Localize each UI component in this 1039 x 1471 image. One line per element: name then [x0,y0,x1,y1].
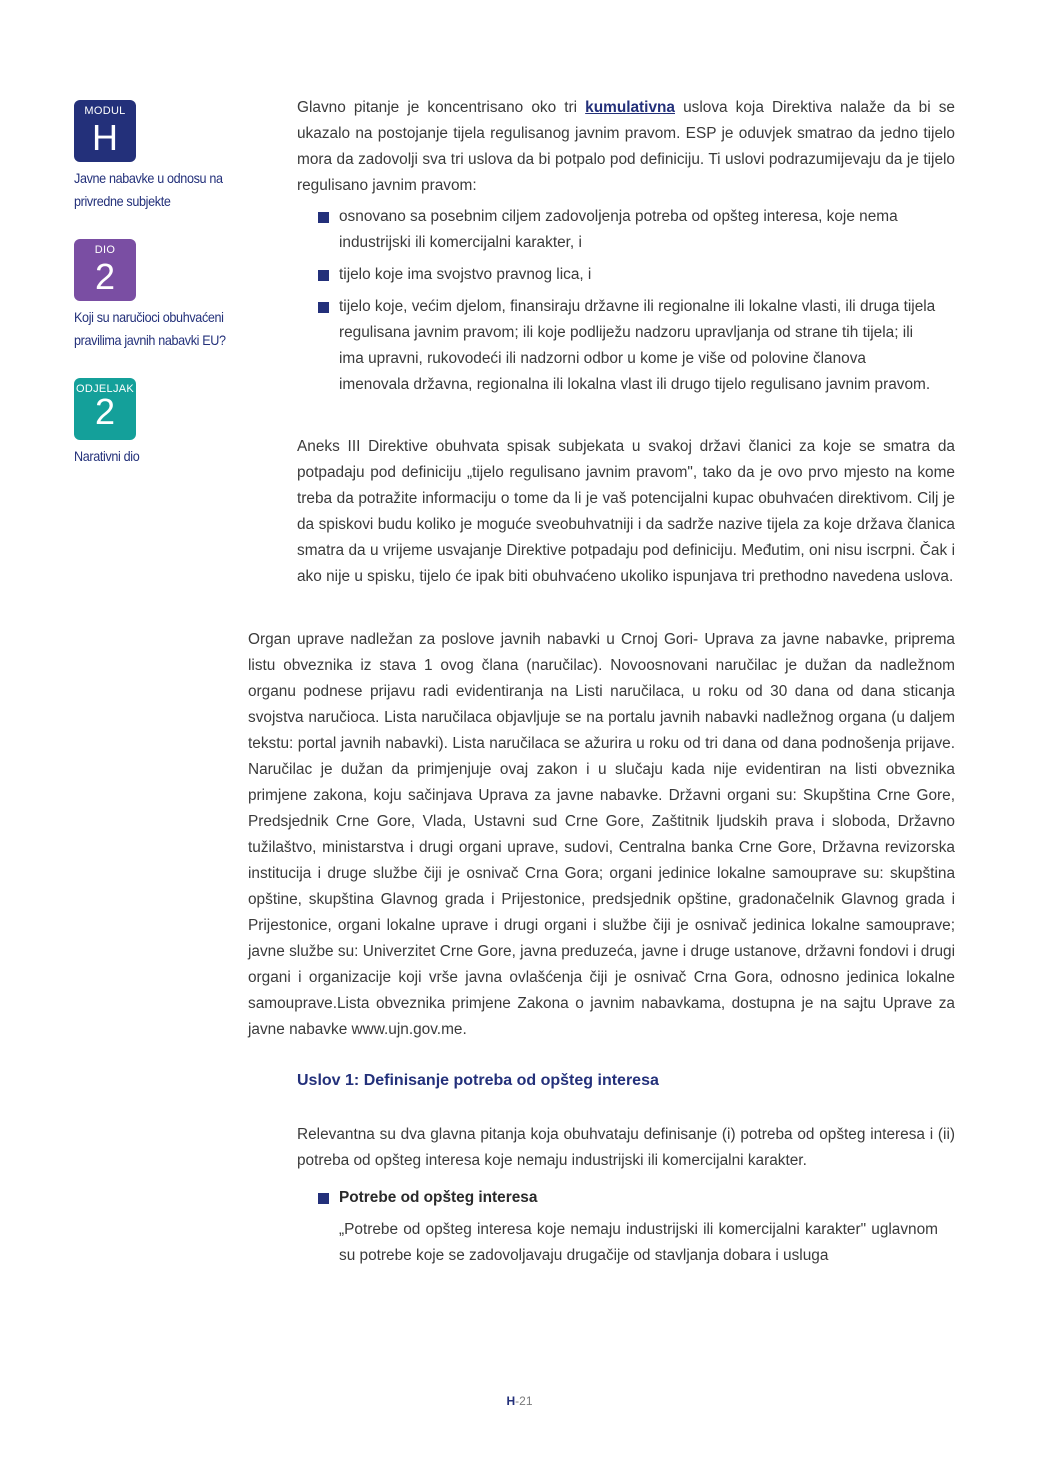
modul-value: H [92,117,118,158]
annex-paragraph: Aneks III Direktive obuhvata spisak subjekata u svakoj državi članici za koje se smatra da potpadaju pod definiciju „tijelo regulisano javnim pravom", tako da je ovo prvo mjesto na kome treba da potražite informaciju o tome da li je vaš potencijalni kupac obuhvaćen direktivom. Cilj je da spiskovi budu koliko je moguće sveobuhvatniji i da sadrže nazive tijela za koje država članica smatra da u vrijeme usvajanje Direktive potpadaju pod definiciju. Međutim, oni nisu iscrpni. Čak i ako nije u spisku, tijelo će ipak biti obuhvaćeno ukoliko ispunjava tri prethodno navedena uslova. [297,438,955,585]
dio-badge [74,239,136,301]
page-number [0,1394,1039,1408]
dio-value: 2 [94,256,116,297]
intro-paragraph [297,95,955,199]
montenegro-paragraph: Organ uprave nadležan za poslove javnih nabavki u Crnoj Gori- Uprava za javne nabavke, priprema listu obveznika iz stava 1 ovog člana (naručilac). Novoosnovani naručilac je dužan da nadležnom organu podnese prijavu radi evidentiranja na Listi naručilaca, u roku od 30 dana od dana sticanja svojstva naručioca. Lista naručilaca objavljuje se na portalu javnih nabavki nadležnog organa (u daljem tekstu: portal javnih nabavki). Lista naručilaca se ažurira u roku od tri dana od dana podnošenja prijave. Naručilac je dužan da primjenjuje ovaj zakon i u slučaju kada nije evidentiran na listi obveznika primjene zakona, koju sačinjava Uprava za javne nabavke. Državni organi su: Skupština Crne Gore, Predsjednik Crne Gore, Vlada, Ustavni sud Crne Gore, Zaštitnik ljudskih prava i sloboda, Državno tužilaštvo, ministarstva i drugi organi uprave, sudovi, Centralna banka Crne Gore, Državna revizorska institucija i druge službe čiji je osnivač Crna Gora; organi jedinice lokalne samouprave su: skupština opštine, skupština Glavnog grada i Prijestonice, predsjednik opštine, gradonačelnik Glavnog grada i Prijestonice, organi lokalne uprave i drugi organi i službe čiji je osnivač jedinica lokalne samouprave; javne službe su: Univerzitet Crne Gore, javna preduzeća, javne i druge ustanove, državni fondovi i drugi organi i organizacije koji vrše javna ovlašćenja čiji je osnivač Crna Gora, odnosno jedinica lokalne samouprave.Lista obveznika primjene Zakona o javnim nabavkama, dostupna je na sajtu Uprave za javne nabavke www.ujn.gov.me. [248,631,955,1038]
list-item [318,262,938,288]
subsection-text: „Potrebe od opšteg interesa koje nemaju industrijski ili komercijalni karakter" uglavnom su potrebe koje se zadovoljavaju drugačije od stavljanja dobara i usluga [339,1221,938,1264]
modul-title: Javne nabavke u odnosu na privredne subjekte [74,170,223,209]
list-item [318,204,938,256]
square-bullet-icon [318,1193,329,1204]
odjeljak-value: 2 [94,391,116,432]
page-number-value: -21 [515,1394,533,1408]
modul-label: MODUL [84,105,126,117]
subsection [318,1185,938,1269]
square-bullet-icon [318,212,329,223]
square-bullet-icon [318,270,329,281]
dio-label: DIO [94,244,116,256]
intro-text-before: Glavno pitanje je koncentrisano oko tri [297,99,586,116]
page-prefix: H [506,1394,516,1408]
sidebar [74,100,244,468]
intro-text-after: uslova koja Direktiva nalaže da bi se ukazalo na postojanje tijela regulisanog javnim pravom. ESP je oduvjek smatrao da jedno tijelo mora da zadovolji sva tri uslova da bi potpalo pod definiciju. Ti uslovi podrazumijevaju da je tijelo regulisano javnim pravom: [297,99,955,194]
subsection-title [318,1185,938,1211]
odjeljak-label: ODJELJAK [75,383,135,395]
list-item [318,294,938,398]
modul-badge [74,100,136,162]
list-item-text: tijelo koje ima svojstvo pravnog lica, i [339,266,592,283]
subsection-title-text: Potrebe od opšteg interesa [339,1189,538,1206]
section-heading: Uslov 1: Definisanje potreba od opšteg interesa [297,1072,659,1089]
list-item-text: tijelo koje, većim djelom, finansiraju državne ili regionalne ili lokalne vlasti, ili druga tijela regulisana javnim pravom; ili koje podliježu nadzoru upravljanja od strane tih tijela; ili ima upravni, rukovodeći ili nadzorni odbor u kome je više od polovine članova imenovala državna, regionalna ili lokalna vlast ili drugo tijelo regulisano javnim pravom. [339,298,936,393]
conditions-list [318,204,938,404]
keyword-kumulativna: kumulativna [585,99,675,116]
dio-title: Koji su naručioci obuhvaćeni pravilima javnih nabavki EU? [74,309,226,348]
odjeljak-badge [74,378,136,440]
list-item-text: osnovano sa posebnim ciljem zadovoljenja potreba od opšteg interesa, koje nema industrijski ili komercijalni karakter, i [339,208,898,251]
relevance-paragraph: Relevantna su dva glavna pitanja koja obuhvataju definisanje (i) potreba od opšteg interesa i (ii) potreba od opšteg interesa koje nemaju industrijski ili komercijalni karakter. [297,1126,955,1169]
square-bullet-icon [318,302,329,313]
odjeljak-title: Narativni dio [74,448,140,464]
